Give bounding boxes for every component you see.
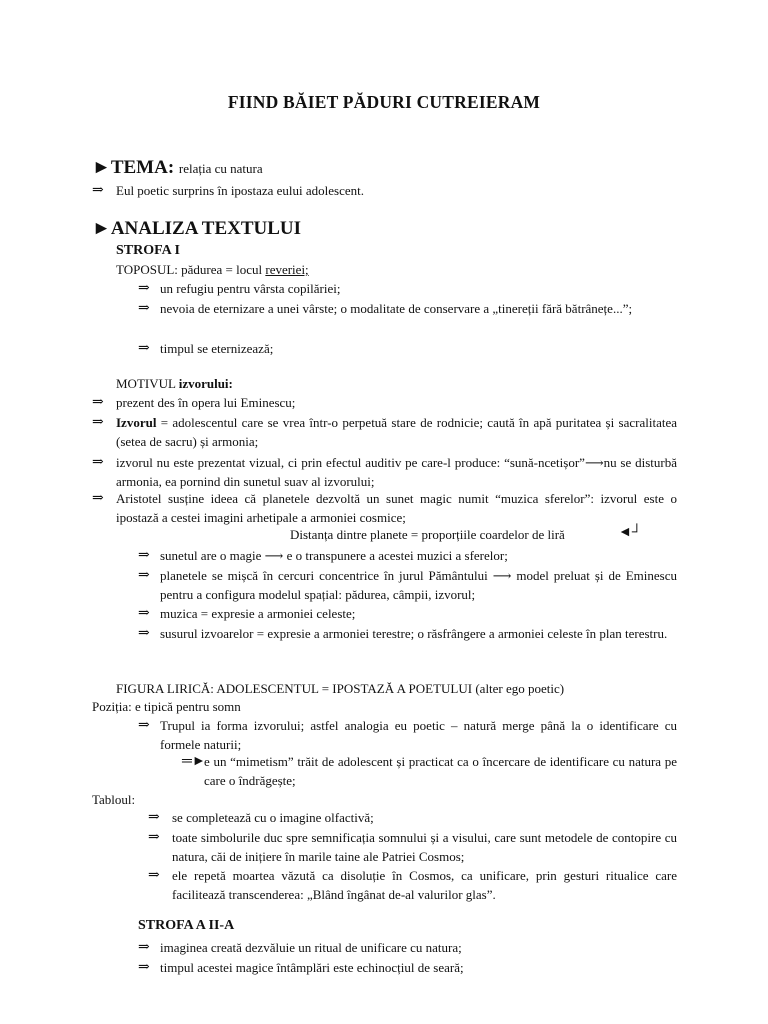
strofa2-heading: STROFA A II-A [138,918,235,933]
mimetism-item: e un “mimetism” trăit de adolescent și practicat ca o încercare de identificare cu natura pe care o îndrăgește; [204,754,677,788]
motivul-item [116,413,677,451]
implies-icon: ⇒ [92,183,104,198]
sub-item: susurul izvoarelor = expresie a armoniei terestre; o răsfrângere a armoniei celeste în plan terestru. [160,626,668,641]
motivul-label: MOTIVUL [116,376,179,391]
pozitia-line: Poziția: e tipică pentru somn [92,699,241,714]
toposul-underlined: reveriei; [265,262,309,277]
tema-text: relația cu natura [178,161,263,176]
tema-heading [92,157,263,179]
figura-lirica: FIGURA LIRICĂ: ADOLESCENTUL = IPOSTAZĂ A POETULUI (alter ego poetic) [116,681,565,696]
motivul-item: izvorul nu este prezentat vizual, ci prin efectul auditiv pe care-l produce: “sună-ncetișor”⟶nu se disturbă armonia, ea pornind din sunetul suav al izvorului; [116,455,677,489]
bullet-arrow-icon: ► [92,157,111,178]
izvorul-text: = adolescentul care se vrea într-o perpetuă stare de rodnicie; caută în apă puritatea și sacralitatea (setea de sacru) și armonia; [116,415,677,449]
tabloul-label: Tabloul: [92,792,136,807]
implies-icon: ⇒ [138,568,150,583]
sub-item: planetele se mișcă în cercuri concentrice în jurul Pământului ⟶ model preluat și de Eminescu pentru a configura modelul spațial: pădurea, câmpii, izvorul; [160,568,677,602]
implies-icon: ⇒ [92,455,104,470]
implies-icon: ⇒ [138,626,150,641]
implies-icon: ⇒ [148,868,160,883]
implies-icon: ⇒ [138,548,150,563]
tema-label: TEMA: [110,157,175,178]
toposul-label: TOPOSUL: pădurea = locul [116,262,266,277]
toposul-line [116,260,309,279]
return-arrow-icon: ◄┘ [618,525,642,540]
sub-item: sunetul are o magie ⟶ e o transpunere a acestei muzici a sferelor; [160,548,508,563]
sub-item: muzica = expresie a armoniei celeste; [160,606,356,621]
strofa2-item: imaginea creată dezvăluie un ritual de unificare cu natura; [160,940,462,955]
implies-icon: ⇒ [148,810,160,825]
analiza-heading [92,218,301,240]
implies-icon: ⇒ [138,960,150,975]
implies-icon: ⇒ [138,341,150,356]
implies-icon: ⇒ [138,718,150,733]
implies-icon: ⇒ [138,606,150,621]
strofa2-item: timpul acestei magice întâmplări este echinocțiul de seară; [160,960,464,975]
tabloul-item: se completează cu o imagine olfactivă; [172,810,374,825]
toposul-item: nevoia de eternizare a unei vârste; o modalitate de conservare a „tinereții fără bătrânețe...”; [160,301,633,316]
motivul-item: prezent des în opera lui Eminescu; [116,395,296,410]
document-title: FIIND BĂIET PĂDURI CUTREIERAM [227,92,541,112]
implies-icon: ⇒ [138,281,150,296]
implies-icon: ⇒ [148,830,160,845]
implies-icon: ⇒ [138,940,150,955]
tabloul-item: toate simbolurile duc spre semnificația somnului și a visului, care sunt metodele de contopire cu natura, căi de inițiere în marile taine ale Patriei Cosmos; [172,830,677,864]
implies-icon: ⇒ [92,395,104,410]
trupul-item: Trupul ia forma izvorului; astfel analogia eu poetic – natură merge până la o identificare cu formele naturii; [160,718,677,752]
strofa1-heading: STROFA I [116,243,180,258]
motivul-line [116,374,233,393]
distanta-line: Distanța dintre planete = proporțiile coardelor de liră [290,527,565,542]
tema-item: Eul poetic surprins în ipostaza eului adolescent. [116,183,365,198]
toposul-item: un refugiu pentru vârsta copilăriei; [160,281,341,296]
tabloul-item: ele repetă moartea văzută ca disoluție în Cosmos, ca unificare, prin gesturi ritualice care facilitează transcenderea: „Blând îngânat de-al valurilor glas”. [172,868,677,902]
implies-icon: ⇒ [92,491,104,506]
double-arrow-icon: ═► [182,754,206,769]
izvorul-bold: Izvorul [116,415,157,430]
analiza-label: ANALIZA TEXTULUI [110,218,302,239]
bullet-arrow-icon: ► [92,218,111,239]
motivul-bold: izvorului: [178,376,233,391]
implies-icon: ⇒ [138,301,150,316]
toposul-item: timpul se eternizează; [160,341,274,356]
motivul-item: Aristotel susține ideea că planetele dezvoltă un sunet magic numit “muzica sferelor”: izvorul este o ipostază a cestei imagini arhetipale a armoniei cosmice; [116,491,677,525]
implies-icon: ⇒ [92,415,104,430]
